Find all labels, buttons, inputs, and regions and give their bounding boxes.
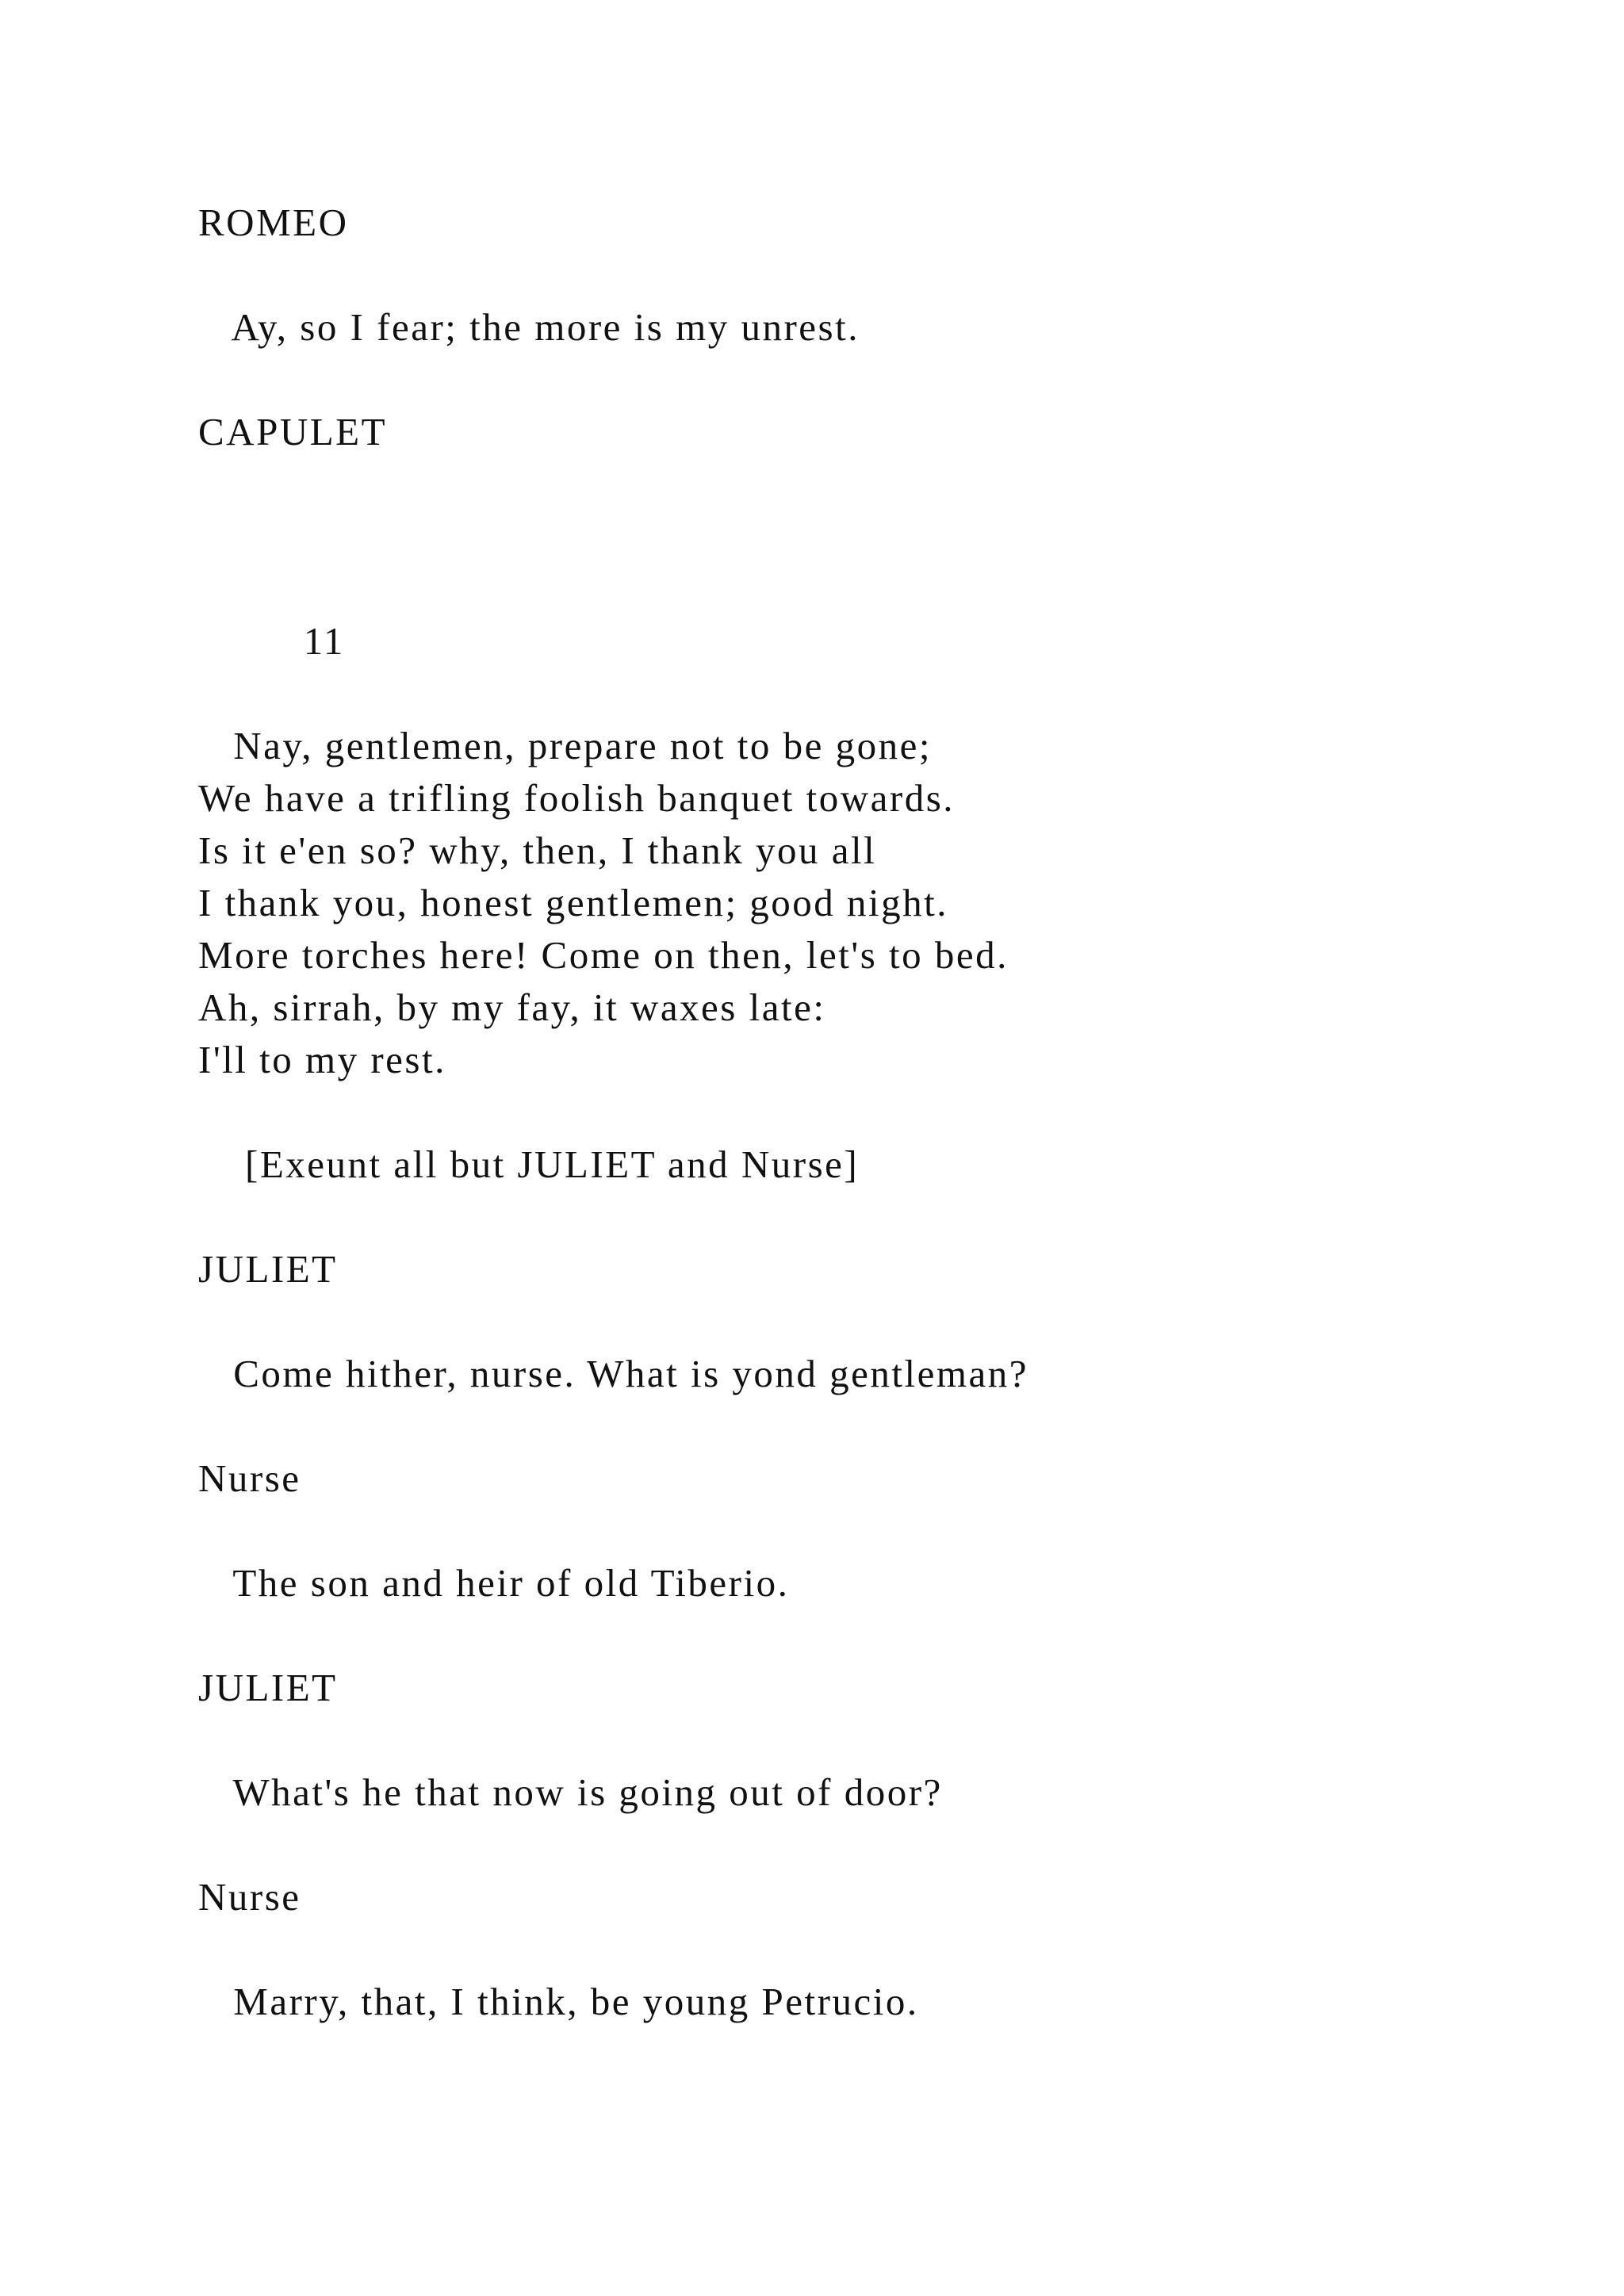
speaker-nurse: Nurse — [198, 1875, 301, 1919]
verse-line: Come hither, nurse. What is yond gentleman? — [198, 1352, 1029, 1395]
verse-line: Nay, gentlemen, prepare not to be gone; — [198, 724, 933, 767]
verse-line: We have a trifling foolish banquet towards. — [198, 776, 956, 820]
verse-line: More torches here! Come on then, let's to bed. — [198, 933, 1009, 977]
verse-line: What's he that now is going out of door? — [198, 1770, 943, 1814]
verse-line: I thank you, honest gentlemen; good night. — [198, 881, 949, 924]
verse-line: Ay, so I fear; the more is my unrest. — [198, 305, 860, 349]
speaker-nurse: Nurse — [198, 1456, 301, 1500]
verse-line: Ah, sirrah, by my fay, it waxes late: — [198, 985, 826, 1029]
verse-line: Marry, that, I think, be young Petrucio. — [198, 1980, 919, 2023]
speaker-juliet: JULIET — [198, 1247, 338, 1291]
speaker-capulet: CAPULET — [198, 410, 387, 453]
speaker-romeo: ROMEO — [198, 201, 349, 244]
verse-line: I'll to my rest. — [198, 1038, 446, 1081]
stage-direction: [Exeunt all but JULIET and Nurse] — [198, 1142, 860, 1186]
speaker-juliet: JULIET — [198, 1666, 338, 1709]
line-number: 11 — [198, 619, 345, 663]
verse-line: The son and heir of old Tiberio. — [198, 1561, 790, 1605]
verse-line: Is it e'en so? why, then, I thank you all — [198, 828, 877, 872]
